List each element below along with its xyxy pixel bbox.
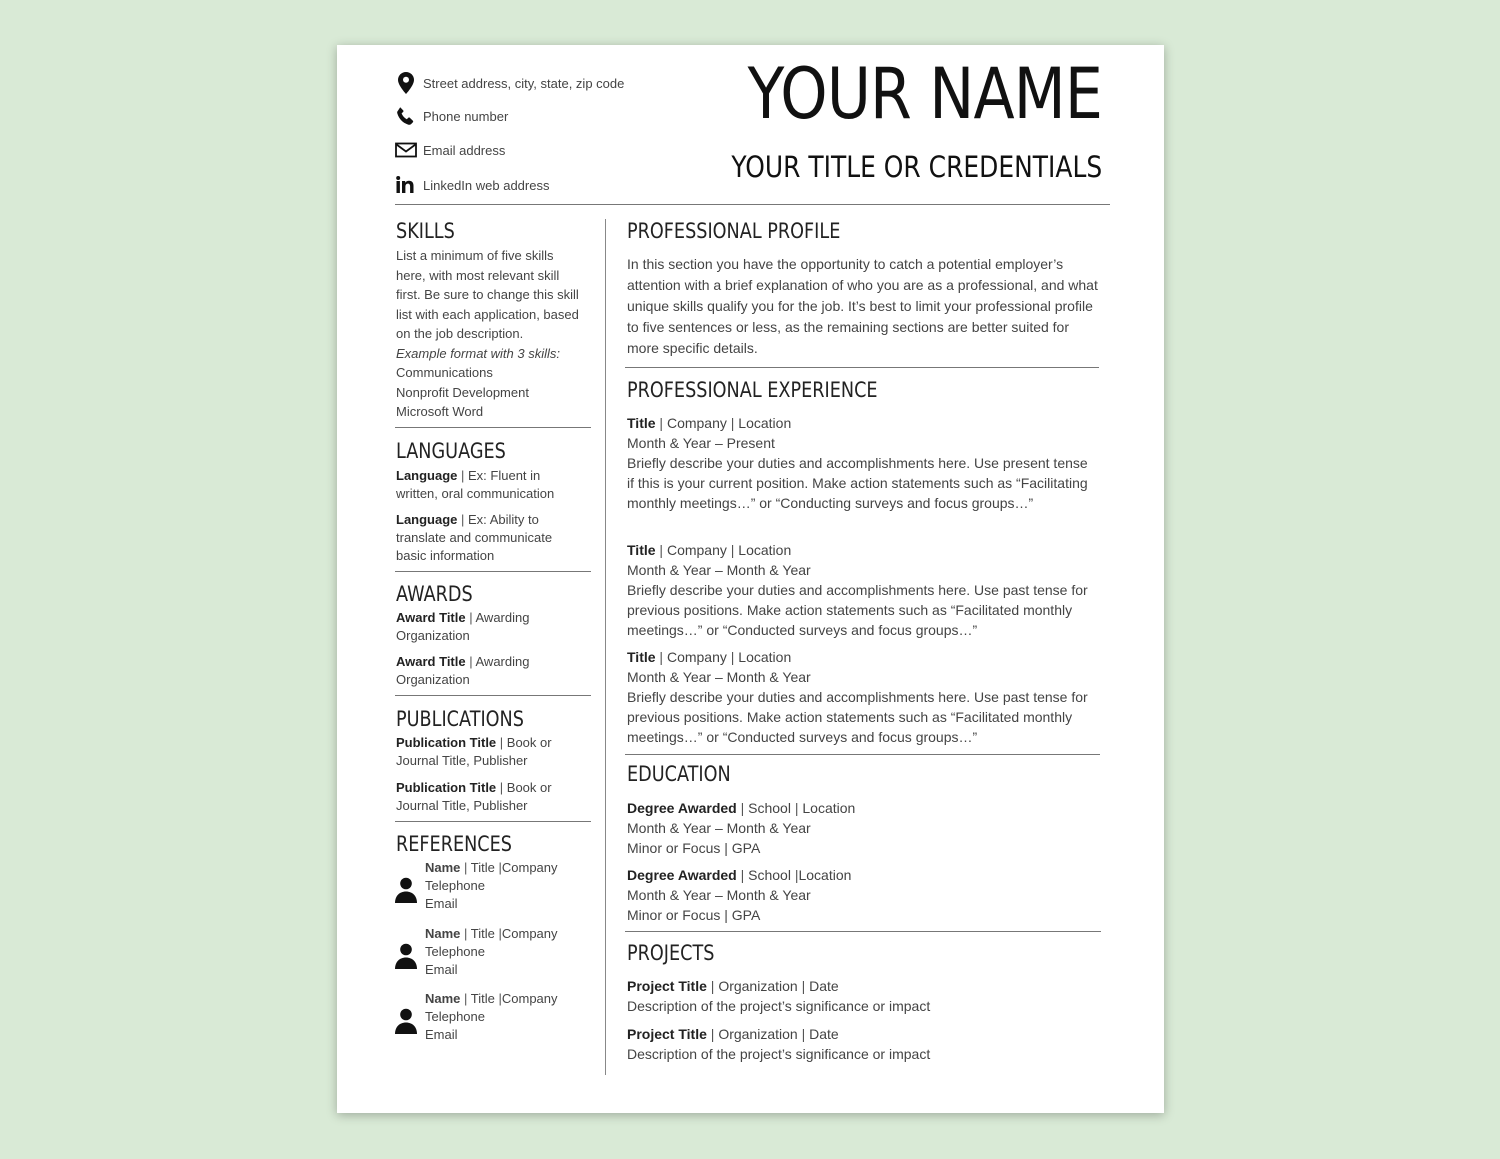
project-date: Date (809, 978, 839, 994)
project-description: Description of the project’s significance or impact (627, 998, 931, 1014)
reference-entry: Name | Title |Company Telephone Email (395, 990, 595, 1044)
language-detail: Ex: Ability to translate and communicate basic information (396, 512, 553, 563)
project-organization: Organization (718, 978, 798, 994)
skills-description: List a minimum of five skills here, with most relevant skill first. Be sure to change this skill list with each application, based on the job description. (396, 248, 579, 341)
reference-email: Email (425, 962, 458, 977)
education-entry: Degree Awarded | School |Location Month & Year – Month & Year Minor or Focus | GPA (627, 865, 1097, 925)
project-date: Date (809, 1026, 839, 1042)
reference-email: Email (425, 1027, 458, 1042)
person-icon (395, 990, 421, 1044)
publication-title: Publication Title (396, 780, 497, 795)
reference-telephone: Telephone (425, 878, 485, 893)
contact-address-text: Street address, city, state, zip code (423, 75, 625, 91)
languages-heading: LANGUAGES (396, 439, 506, 463)
reference-name: Name (425, 991, 461, 1006)
education-school: School (748, 867, 791, 883)
header-divider (395, 204, 1110, 205)
project-entry: Project Title | Organization | Date Description of the project’s significance or impact (627, 1024, 1097, 1064)
publication-title: Publication Title (396, 735, 497, 750)
project-organization: Organization (718, 1026, 798, 1042)
education-heading: EDUCATION (627, 762, 731, 786)
reference-telephone: Telephone (425, 944, 485, 959)
contact-linkedin-text: LinkedIn web address (423, 177, 550, 193)
job-company: Company (666, 649, 727, 665)
education-dates: Month & Year – Month & Year (627, 887, 811, 903)
contact-phone-text: Phone number (423, 108, 509, 124)
award-entry: Award Title | Awarding Organization (396, 610, 530, 643)
award-title: Award Title (396, 610, 466, 625)
degree-title: Degree Awarded (627, 800, 737, 816)
profile-section (627, 254, 1102, 359)
experience-heading: PROFESSIONAL EXPERIENCE (627, 378, 878, 402)
job-description: Briefly describe your duties and accomplishments here. Use past tense for previous positions. Make action statements such as “Facilitated monthly meetings…” or “Conducted surveys and focus groups…” (627, 689, 1088, 745)
skill-item: Microsoft Word (396, 404, 484, 419)
envelope-icon (395, 139, 417, 161)
reference-title: Title (470, 860, 495, 875)
reference-telephone: Telephone (425, 1009, 485, 1024)
publication-entry: Publication Title | Book or Journal Title, Publisher (396, 780, 552, 813)
education-focus: Minor or Focus | GPA (627, 840, 761, 856)
experience-entry: Title | Company | Location Month & Year – Month & Year Briefly describe your duties and accomplishments here. Use past tense for previous positions. Make action statements such as “Facilitated monthly meetings…” or “Conducted surveys and focus groups…” (627, 540, 1097, 640)
awards-heading: AWARDS (396, 582, 473, 606)
experience-divider (625, 754, 1100, 755)
project-entry: Project Title | Organization | Date Description of the project’s significance or impact (627, 976, 1097, 1016)
reference-title: Title (470, 926, 495, 941)
column-divider (605, 219, 606, 1075)
job-dates: Month & Year – Present (627, 435, 775, 451)
education-divider (625, 931, 1101, 932)
job-title: Title (627, 649, 656, 665)
skills-divider (395, 427, 591, 428)
skill-item: Communications (396, 365, 493, 380)
publications-divider (395, 821, 591, 822)
reference-company: Company (501, 860, 558, 875)
job-description: Briefly describe your duties and accomplishments here. Use present tense if this is your current position. Make action statements such as “Facilitating monthly meetings…” or “Conducting surveys and focus groups…” (627, 455, 1088, 511)
education-location: Location (798, 867, 852, 883)
job-company: Company (666, 542, 727, 558)
project-title: Project Title (627, 978, 707, 994)
language-entry: Language | Ex: Ability to translate and communicate basic information (396, 512, 553, 563)
job-description: Briefly describe your duties and accomplishments here. Use past tense for previous positions. Make action statements such as “Facilitated monthly meetings…” or “Conducted surveys and focus groups…” (627, 582, 1088, 638)
award-entry: Award Title | Awarding Organization (396, 654, 530, 687)
contact-email (395, 138, 505, 162)
contact-phone (395, 104, 508, 128)
skills-example-label: Example format with 3 skills: (396, 345, 560, 361)
education-school: School (748, 800, 791, 816)
education-focus: Minor or Focus | GPA (627, 907, 761, 923)
degree-title: Degree Awarded (627, 867, 737, 883)
linkedin-icon (395, 174, 417, 196)
experience-entry: Title | Company | Location Month & Year – Present Briefly describe your duties and accomplishments here. Use present tense if this is your current position. Make action statements such as “Facilitating monthly meetings…” or “Conducting surveys and focus groups…” (627, 413, 1097, 513)
resume-name: YOUR NAME (747, 53, 1102, 135)
contact-linkedin (395, 173, 549, 197)
person-icon (395, 925, 421, 979)
reference-name: Name (425, 926, 461, 941)
languages-divider (395, 571, 591, 572)
publication-detail: Book or Journal Title, Publisher (396, 780, 552, 813)
job-dates: Month & Year – Month & Year (627, 669, 811, 685)
award-title: Award Title (396, 654, 466, 669)
job-location: Location (738, 542, 792, 558)
resume-page (337, 45, 1164, 1113)
job-location: Location (738, 649, 792, 665)
profile-heading: PROFESSIONAL PROFILE (627, 219, 841, 243)
reference-company: Company (501, 926, 558, 941)
job-location: Location (738, 415, 792, 431)
person-icon (395, 859, 421, 913)
skills-heading: SKILLS (396, 219, 455, 243)
reference-title: Title (470, 991, 495, 1006)
job-company: Company (666, 415, 727, 431)
project-title: Project Title (627, 1026, 707, 1042)
reference-email: Email (425, 896, 458, 911)
language-name: Language (396, 512, 458, 527)
education-entry: Degree Awarded | School | Location Month & Year – Month & Year Minor or Focus | GPA (627, 798, 1097, 858)
publications-heading: PUBLICATIONS (396, 707, 524, 731)
language-detail: Ex: Fluent in written, oral communication (396, 468, 555, 501)
phone-icon (395, 105, 417, 127)
job-title: Title (627, 415, 656, 431)
projects-heading: PROJECTS (627, 941, 715, 965)
reference-entry: Name | Title |Company Telephone Email (395, 925, 595, 979)
experience-entry: Title | Company | Location Month & Year – Month & Year Briefly describe your duties and accomplishments here. Use past tense for previous positions. Make action statements such as “Facilitated monthly meetings…” or “Conducted surveys and focus groups…” (627, 647, 1097, 747)
reference-name: Name (425, 860, 461, 875)
map-pin-icon (395, 72, 417, 94)
award-detail: Awarding Organization (396, 654, 530, 687)
contact-email-text: Email address (423, 142, 506, 158)
resume-credentials: YOUR TITLE OR CREDENTIALS (731, 150, 1102, 184)
job-dates: Month & Year – Month & Year (627, 562, 811, 578)
reference-company: Company (501, 991, 558, 1006)
award-detail: Awarding Organization (396, 610, 530, 643)
language-name: Language (396, 468, 458, 483)
profile-text: In this section you have the opportunity to catch a potential employer’s attention with a brief explanation of who you are as a professional, and what unique skills qualify you for the job. It’s best to limit your professional profile to five sentences or less, as the remaining sections are better suited for more specific details. (627, 256, 1098, 356)
project-description: Description of the project’s significance or impact (627, 1046, 931, 1062)
skill-item: Nonprofit Development (396, 384, 529, 400)
skills-section (396, 246, 581, 422)
references-heading: REFERENCES (396, 832, 512, 856)
contact-address (395, 71, 624, 95)
reference-entry: Name | Title |Company Telephone Email (395, 859, 595, 913)
publication-detail: Book or Journal Title, Publisher (396, 735, 552, 768)
education-location: Location (802, 800, 856, 816)
language-entry: Language | Ex: Fluent in written, oral communication (396, 468, 555, 501)
job-title: Title (627, 542, 656, 558)
awards-divider (395, 695, 591, 696)
publication-entry: Publication Title | Book or Journal Title, Publisher (396, 735, 552, 768)
profile-divider (625, 367, 1099, 368)
education-dates: Month & Year – Month & Year (627, 820, 811, 836)
